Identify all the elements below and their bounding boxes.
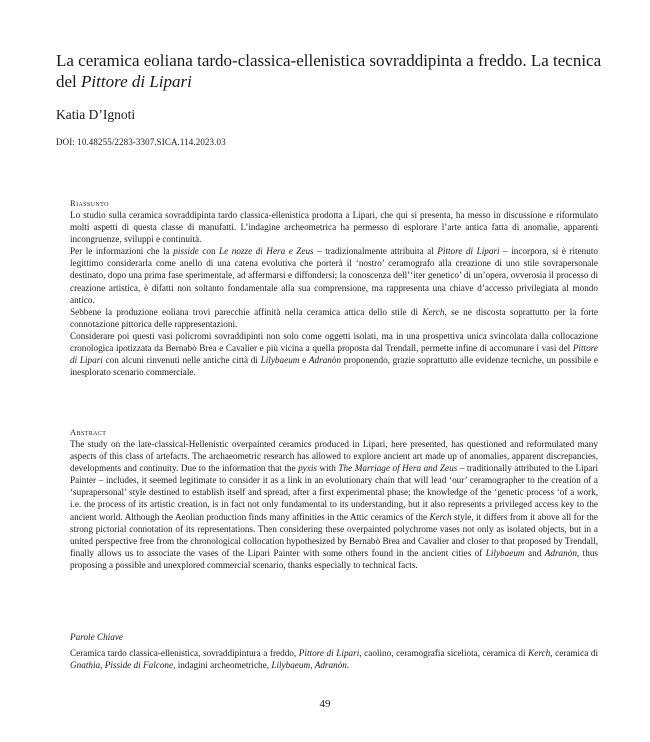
riassunto-paragraph-1: Lo studio sulla ceramica sovraddipinta tardo classica-ellenistica prodotta a Lipari, che qui si presenta, ha messo in discussione e riformulato molti aspetti di questa classe di manufatti. L’indagine archeometrica ha permesso di esplorare l’arte antica fatta di anomalie, apparenti incongruenze, sviluppi e continuità.: [70, 210, 598, 245]
title-italic-text: Pittore di Lipari: [81, 72, 192, 91]
riassunto-paragraph-2: Per le informazioni che la pisside con Le nozze di Hera e Zeus – tradizionalmente attribuita al Pittore di Lipari – incorpora, si è ritenuto legittimo considerarla come anello di una catena evolutiva che porterà il ‘nostro’ ceramografo alla creazione di uno stile sovrapersonale destinato, dopo una prima fase sperimentale, ad affermarsi e diffondersi; la conoscenza dell’‘iter genetico’ di un’opera, ovverosia il processo di creazione artistica, è difatti non soltanto fondamentale alla sua comprensione, ma rappresenta una chiave d’accesso privilegiata al mondo antico.: [70, 246, 598, 305]
riassunto-heading: Riassunto: [70, 198, 109, 208]
riassunto-paragraph-3: Sebbene la produzione eoliana trovi parecchie affinità nella ceramica attica dello stile di Kerch, se ne discosta soprattutto per la forte connotazione pittorica delle rappresentazioni.: [70, 306, 598, 329]
author-name: Katia D’Ignoti: [56, 107, 136, 122]
page-number: 49: [319, 698, 331, 710]
abstract-heading: Abstract: [70, 427, 107, 437]
doi-line: DOI: 10.48255/2283-3307.SICA.114.2023.03: [56, 137, 226, 147]
riassunto-paragraph-4: Considerare poi questi vasi policromi sovraddipinti non solo come oggetti isolati, ma in una prospettiva unica svincolata dalla collocazione cronologica ipotizzata da Bernabò Brea e Cavalier e più vicina a quella proposta dal Trendall, permette infine di accomunare i vasi del Pittore di Lipari con alcuni rinvenuti nelle antiche città di Lilybaeum e Adranòn proponendo, grazie soprattutto alle evidenze tecniche, un possibile e inesplorato scenario commerciale.: [70, 330, 599, 378]
title-text: La ceramica eoliana tardo-classica-ellenistica sovraddipinta a freddo. La tecnica del: [56, 51, 602, 91]
keywords-body: Ceramica tardo classica-ellenistica, sovraddipintura a freddo, Pittore di Lipari, caolino, ceramografia siceliota, ceramica di Kerch, ceramica di Gnathia, Pisside di Falcone, indagini archeometriche, Lilybaeum, Adranòn.: [70, 648, 599, 671]
abstract-paragraph: The study on the late-classical-Hellenistic overpainted ceramics produced in Lipari, here presented, has questioned and reformulated many aspects of this class of artefacts. The archaeometric research has allowed to explore ancient art made up of anomalies, apparent discrepancies, developments and continuity. Due to the information that the pyxis with The Marriage of Hera and Zeus – traditionally attributed to the Lipari Painter – includes, it seemed legitimate to consider it as a link in an evolutionary chain that will lead ‘our’ ceramographer to the creation of a ‘suprapersonal’ style destined to establish itself and spread, after a first experimental phase; the knowledge of the ‘genetic process ‘of a work, i.e. the process of its artistic creation, is in fact not only fundamental to its understanding, but it also represents a privileged access key to the ancient world. Although the Aeolian production finds many affinities in the Attic ceramics of the Kerch style, it differs from it above all for the strong pictorial connotation of its representations. Then considering these overpainted polychrome vases not only as isolated objects, but in a united perspective free from the chronological collocation hypothesized by Bernabò Brea and Cavalier and closer to that proposed by Trendall, finally allows us to associate the vases of the Lipari Painter with some others found in the ancient cities of Lilybaeum and Adranòn, thus proposing a possible and unexplored commercial scenario, thanks especially to technical facts.: [70, 439, 598, 570]
article-title: [56, 50, 606, 92]
keywords-heading: Parole Chiave: [70, 632, 123, 642]
riassunto-body: [70, 209, 598, 378]
abstract-body: [70, 438, 598, 571]
